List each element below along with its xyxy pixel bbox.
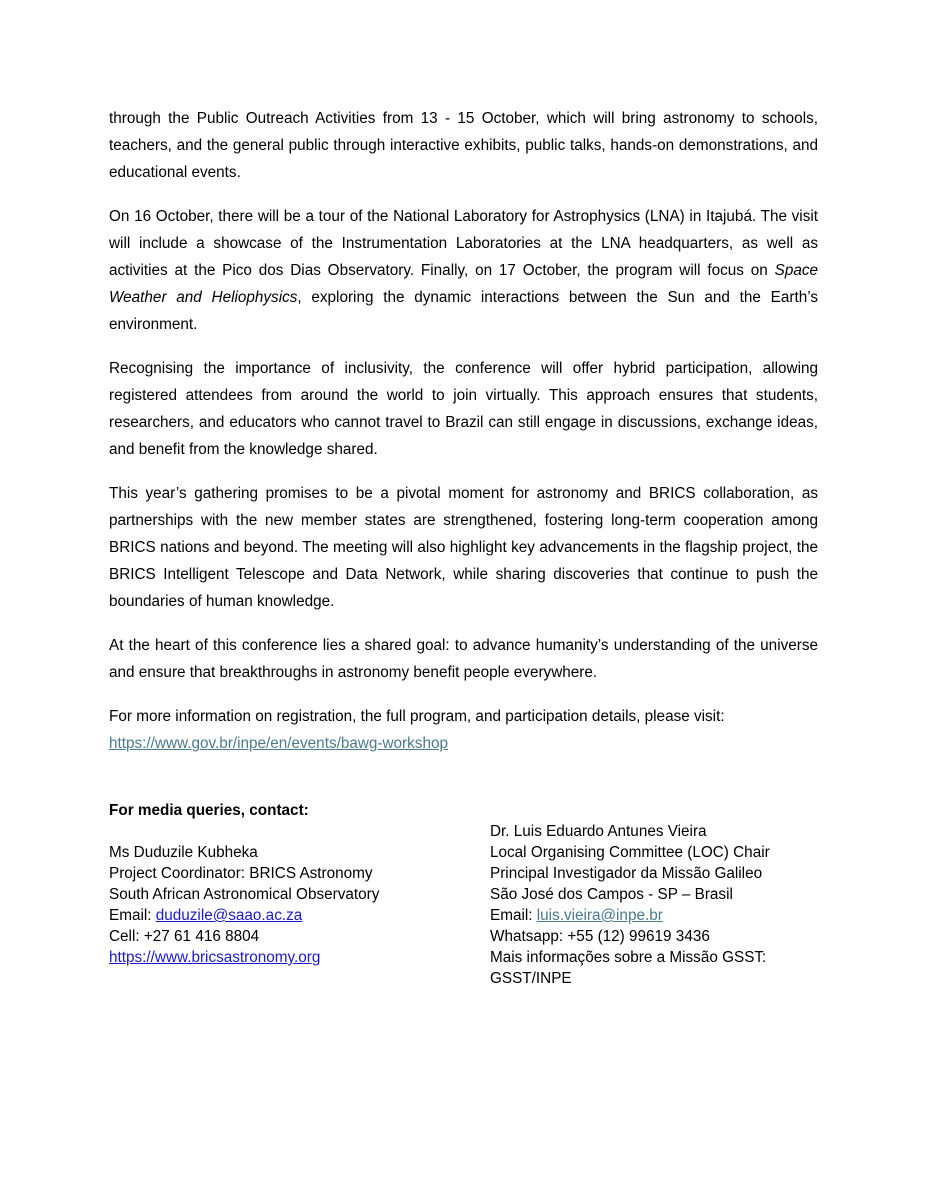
paragraph-more-info — [109, 703, 818, 757]
paragraph-lna-tour-italic: Space Weather and Heliophysics — [109, 262, 818, 306]
contact-left-email-link[interactable]: duduzile@saao.ac.za — [155, 907, 303, 924]
contact-left-website-link[interactable]: https://www.bricsastronomy.org — [109, 949, 321, 966]
contact-left-org: South African Astronomical Observatory — [109, 886, 380, 903]
contact-right-email-link[interactable]: luis.vieira@inpe.br — [536, 907, 663, 924]
contact-left-cell: Cell: +27 61 416 8804 — [109, 928, 260, 945]
paragraph-outreach: through the Public Outreach Activities from 13 - 15 October, which will bring astronomy to schools, teachers, and the general public through interactive exhibits, public talks, hands-on demonstrations, and educational events. — [109, 110, 818, 181]
contact-right-location: São José dos Campos - SP – Brasil — [490, 886, 733, 903]
document-body — [109, 105, 818, 757]
contact-left-name: Ms Duduzile Kubheka — [109, 844, 258, 861]
contact-right-name: Dr. Luis Eduardo Antunes Vieira — [490, 823, 707, 840]
contact-right-email-line — [490, 905, 818, 926]
contact-left-title: Project Coordinator: BRICS Astronomy — [109, 865, 373, 882]
contact-left-email-label: Email: — [109, 907, 156, 924]
paragraph-inclusivity: Recognising the importance of inclusivity, the conference will offer hybrid participation, allowing registered attendees from around the world to join virtually. This approach ensures that students, researchers, and educators who cannot travel to Brazil can still engage in discussions, exchange ideas, and benefit from the knowledge shared. — [109, 360, 818, 458]
paragraph-lna-tour — [109, 203, 818, 338]
media-contacts — [109, 800, 818, 987]
paragraph-shared-goal: At the heart of this conference lies a shared goal: to advance humanity’s understanding of the universe and ensure that breakthroughs in astronomy benefit people everywhere. — [109, 637, 818, 681]
paragraph-gathering: This year’s gathering promises to be a pivotal moment for astronomy and BRICS collaboration, as partnerships with the new member states are strengthened, fostering long-term cooperation among BRICS nations and beyond. The meeting will also highlight key advancements in the flagship project, the BRICS Intelligent Telescope and Data Network, while sharing discoveries that continue to push the boundaries of human knowledge. — [109, 485, 818, 610]
media-heading: For media queries, contact: — [109, 802, 309, 819]
contact-right-mission: GSST/INPE — [490, 970, 572, 987]
contact-right — [490, 821, 818, 989]
contact-right-whatsapp: Whatsapp: +55 (12) 99619 3436 — [490, 928, 710, 945]
event-link[interactable]: https://www.gov.br/inpe/en/events/bawg-workshop — [109, 735, 448, 752]
paragraph-lna-tour-text-end: , exploring the dynamic interactions between the Sun and the Earth’s environment. — [109, 289, 818, 333]
contact-right-email-label: Email: — [490, 907, 537, 924]
paragraph-lna-tour-text: On 16 October, there will be a tour of the National Laboratory for Astrophysics (LNA) in Itajubá. The visit will include a showcase of the Instrumentation Laboratories at the LNA headquarters, as well as activities at the Pico dos Dias Observatory. Finally, on 17 October, the program will focus on — [109, 208, 818, 279]
more-info-text: For more information on registration, the full program, and participation details, please visit: — [109, 708, 725, 725]
contact-left — [109, 842, 469, 968]
contact-right-title: Principal Investigador da Missão Galileo — [490, 865, 763, 882]
contact-right-role: Local Organising Committee (LOC) Chair — [490, 844, 770, 861]
contact-left-email-line — [109, 905, 469, 926]
contact-right-more-info: Mais informações sobre a Missão GSST: — [490, 949, 767, 966]
